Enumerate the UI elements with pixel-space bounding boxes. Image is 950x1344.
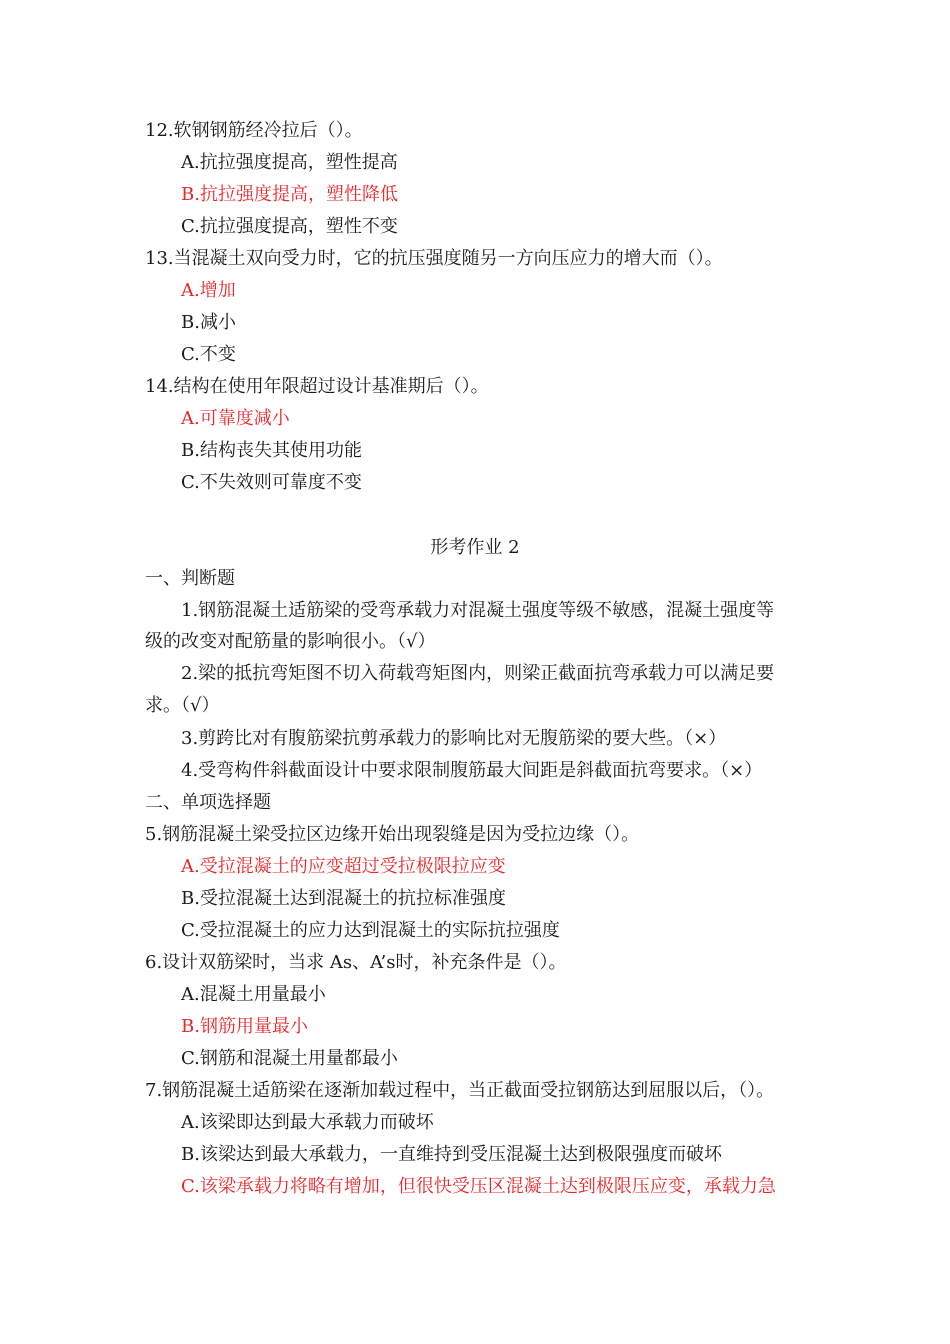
judge-item-4: 4.受弯构件斜截面设计中要求限制腹筋最大间距是斜截面抗弯要求。（×） — [181, 760, 763, 781]
judge-item-2-line-1: 2.梁的抵抗弯矩图不切入荷载弯矩图内，则梁正截面抗弯承载力可以满足要 — [181, 663, 775, 684]
single-choice-section-heading: 二、单项选择题 — [145, 792, 271, 813]
question-14-stem: 14.结构在使用年限超过设计基准期后（）。 — [145, 376, 489, 397]
judge-section-heading: 一、判断题 — [145, 568, 235, 589]
question-7-option-c-answer: C.该梁承载力将略有增加，但很快受压区混凝土达到极限压应变，承载力急 — [181, 1176, 776, 1197]
question-14-option-a-answer: A.可靠度减小 — [181, 408, 290, 429]
question-12-stem: 12.软钢钢筋经冷拉后（）。 — [145, 120, 363, 141]
question-5-option-b: B.受拉混凝土达到混凝土的抗拉标准强度 — [181, 888, 506, 909]
question-14-option-c: C.不失效则可靠度不变 — [181, 472, 362, 493]
question-6-stem: 6.设计双筋梁时，当求 As、A’s时，补充条件是（）。 — [145, 952, 567, 973]
question-6-option-c: C.钢筋和混凝土用量都最小 — [181, 1048, 398, 1069]
question-12-option-c: C.抗拉强度提高，塑性不变 — [181, 216, 398, 237]
question-6-option-a: A.混凝土用量最小 — [181, 984, 326, 1005]
question-13-option-a-answer: A.增加 — [181, 280, 236, 301]
question-7-stem: 7.钢筋混凝土适筋梁在逐渐加载过程中，当正截面受拉钢筋达到屈服以后，（）。 — [145, 1080, 775, 1101]
question-5-stem: 5.钢筋混凝土梁受拉区边缘开始出现裂缝是因为受拉边缘（）。 — [145, 824, 640, 845]
question-13-stem: 13.当混凝土双向受力时，它的抗压强度随另一方向压应力的增大而（）。 — [145, 248, 723, 269]
question-14-option-b: B.结构丧失其使用功能 — [181, 440, 362, 461]
judge-item-1-line-1: 1.钢筋混凝土适筋梁的受弯承载力对混凝土强度等级不敏感，混凝土强度等 — [181, 600, 775, 621]
question-12-option-b-answer: B.抗拉强度提高，塑性降低 — [181, 184, 398, 205]
question-5-option-c: C.受拉混凝土的应力达到混凝土的实际抗拉强度 — [181, 920, 560, 941]
question-7-option-a: A.该梁即达到最大承载力而破坏 — [181, 1112, 434, 1133]
question-7-option-b: B.该梁达到最大承载力，一直维持到受压混凝土达到极限强度而破坏 — [181, 1144, 722, 1165]
judge-item-2-line-2: 求。（√） — [145, 695, 220, 716]
assignment-title: 形考作业 2 — [430, 537, 520, 558]
question-6-option-b-answer: B.钢筋用量最小 — [181, 1016, 308, 1037]
judge-item-1-line-2: 级的改变对配筋量的影响很小。（√） — [145, 631, 436, 652]
question-13-option-c: C.不变 — [181, 344, 236, 365]
question-5-option-a-answer: A.受拉混凝土的应变超过受拉极限拉应变 — [181, 856, 506, 877]
judge-item-3: 3.剪跨比对有腹筋梁抗剪承载力的影响比对无腹筋梁的要大些。（×） — [181, 728, 727, 749]
question-13-option-b: B.减小 — [181, 312, 236, 333]
question-12-option-a: A.抗拉强度提高，塑性提高 — [181, 152, 398, 173]
